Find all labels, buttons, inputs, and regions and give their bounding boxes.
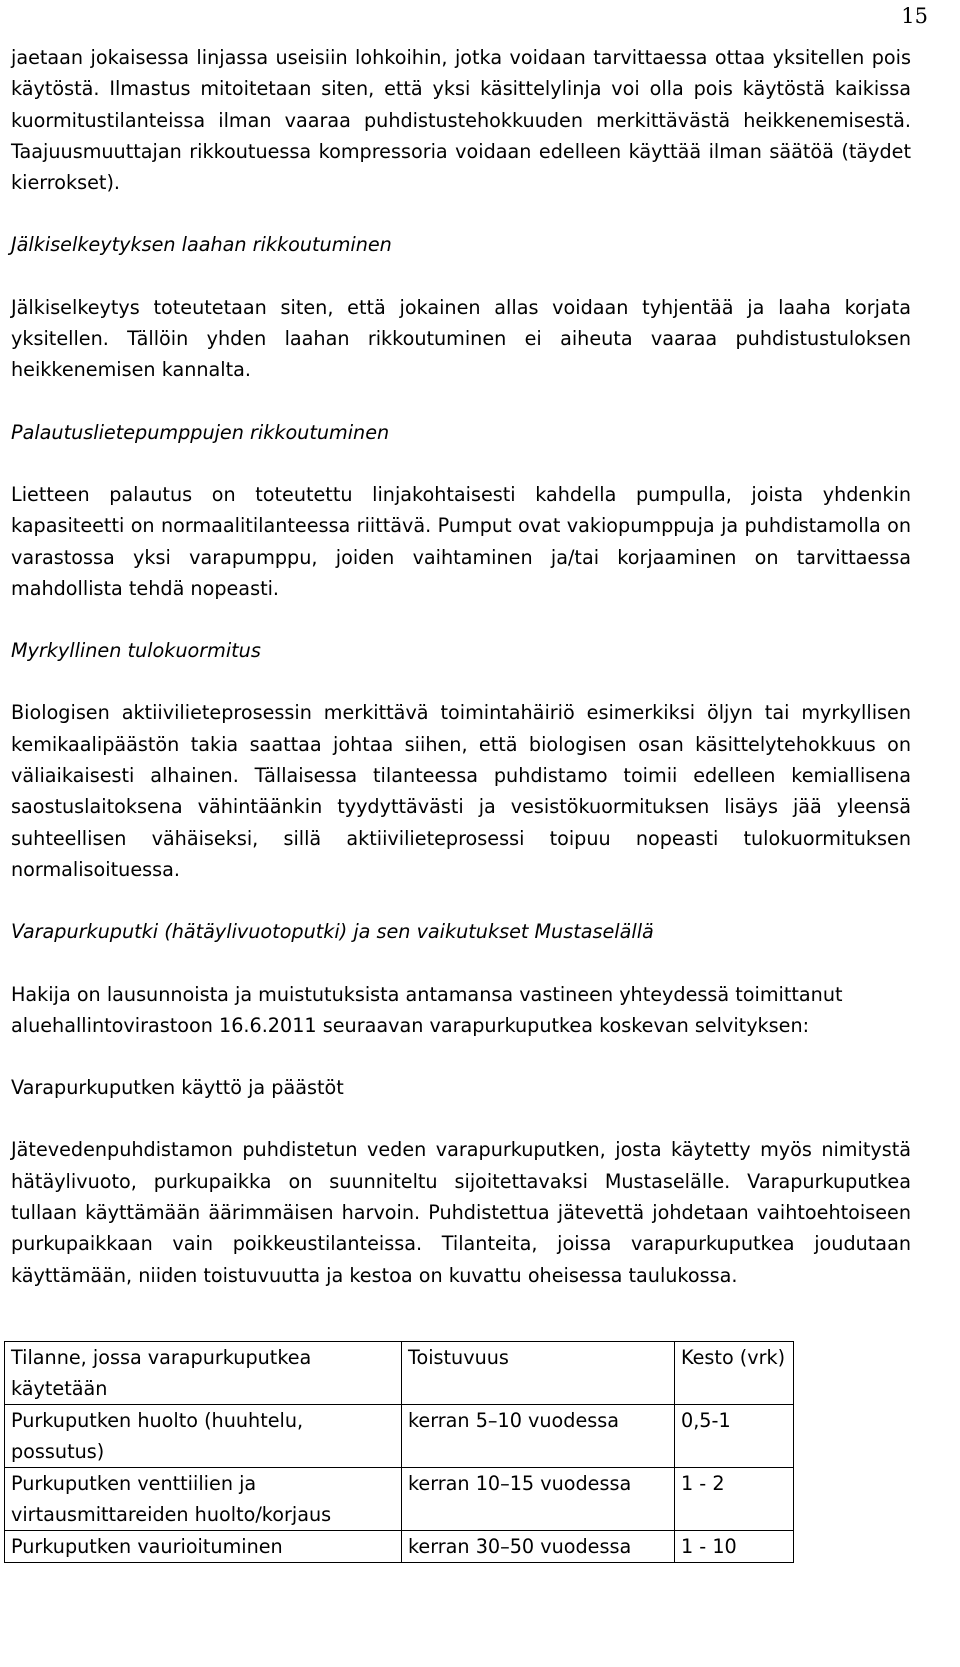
table-header-row bbox=[5, 1342, 794, 1405]
table-cell: Purkuputken vaurioituminen bbox=[5, 1531, 402, 1563]
table-row bbox=[5, 1405, 794, 1468]
table-header-cell: Tilanne, jossa varapurkuputkea käytetään bbox=[5, 1342, 402, 1405]
subsection-heading: Varapurkuputken käyttö ja päästöt bbox=[11, 1076, 344, 1100]
table-row bbox=[5, 1468, 794, 1531]
table-cell: Purkuputken venttiilien ja virtausmittareiden huolto/korjaus bbox=[5, 1468, 402, 1531]
table-cell: 1 - 10 bbox=[675, 1531, 794, 1563]
table-header-cell: Kesto (vrk) bbox=[675, 1342, 794, 1405]
section-heading: Varapurkuputki (hätäylivuotoputki) ja sen vaikutukset Mustaselällä bbox=[11, 920, 654, 944]
page-number: 15 bbox=[901, 4, 928, 28]
body-paragraph: Jälkiselkeytys toteutetaan siten, että jokainen allas voidaan tyhjentää ja laaha korjata yksitellen. Tällöin yhden laahan rikkoutuminen ei aiheuta vaaraa puhdistustuloksen heikkenemisen kannalta. bbox=[11, 295, 911, 382]
document-body bbox=[11, 42, 911, 1291]
body-paragraph: Lietteen palautus on toteutettu linjakohtaisesti kahdella pumpulla, joista yhdenkin kapasiteetti on normaalitilanteessa riittävä. Pumput ovat vakiopumppuja ja puhdistamolla on varastossa yksi varapumppu, joiden vaihtaminen ja/tai korjaaminen on tarvittaessa mahdollista tehdä nopeasti. bbox=[11, 482, 911, 600]
table-row bbox=[5, 1531, 794, 1563]
section-heading: Jälkiselkeytyksen laahan rikkoutuminen bbox=[11, 233, 392, 257]
table-header-cell: Toistuvuus bbox=[402, 1342, 675, 1405]
section-heading: Palautuslietepumppujen rikkoutuminen bbox=[11, 420, 390, 444]
table-cell: kerran 30–50 vuodessa bbox=[402, 1531, 675, 1563]
table-cell: kerran 10–15 vuodessa bbox=[402, 1468, 675, 1531]
body-paragraph: Jätevedenpuhdistamon puhdistetun veden varapurkuputken, josta käytetty myös nimitystä hätäylivuoto, purkupaikka on suunniteltu sijoitettavaksi Mustaselälle. Varapurkuputkea tullaan käyttämään äärimmäisen harvoin. Puhdistettua jätevettä johdetaan vaihtoehtoiseen purkupaikkaan vain poikkeustilanteissa. Tilanteita, joissa varapurkuputkea joudutaan käyttämään, niiden toistuvuutta ja kestoa on kuvattu oheisessa taulukossa. bbox=[11, 1138, 911, 1287]
table-cell: Purkuputken huolto (huuhtelu, possutus) bbox=[5, 1405, 402, 1468]
body-paragraph: Hakija on lausunnoista ja muistutuksista antamansa vastineen yhteydessä toimittanut aluehallintovirastoon 16.6.2011 seuraavan varapurkuputkea koskevan selvityksen: bbox=[11, 982, 843, 1037]
body-paragraph: Biologisen aktiivilieteprosessin merkittävä toimintahäiriö esimerkiksi öljyn tai myrkyllisen kemikaalipäästön takia saattaa johtaa siihen, että biologisen osan käsittelytehokkuus on väliaikaisesti alhainen. Tällaisessa tilanteessa puhdistamo toimii edelleen kemiallisena saostuslaitoksena vähintäänkin tyydyttävästi ja vesistökuormituksen lisäys jää yleensä suhteellisen vähäiseksi, sillä aktiivilieteprosessi toipuu nopeasti tulokuormituksen normalisoituessa. bbox=[11, 701, 911, 881]
body-paragraph: jaetaan jokaisessa linjassa useisiin lohkoihin, jotka voidaan tarvittaessa ottaa yksitellen pois käytöstä. Ilmastus mitoitetaan siten, että yksi käsittelylinja voi olla pois käytöstä kaikissa kuormitustilanteissa ilman vaaraa puhdistustehokkuuden merkittävästä heikkenemisestä. Taajuusmuuttajan rikkoutuessa kompressoria voidaan edelleen käyttää ilman säätöä (täydet kierrokset). bbox=[11, 46, 911, 195]
table-cell: kerran 5–10 vuodessa bbox=[402, 1405, 675, 1468]
table-cell: 1 - 2 bbox=[675, 1468, 794, 1531]
section-heading: Myrkyllinen tulokuormitus bbox=[11, 639, 261, 663]
overflow-usage-table bbox=[4, 1341, 794, 1563]
table-cell: 0,5-1 bbox=[675, 1405, 794, 1468]
